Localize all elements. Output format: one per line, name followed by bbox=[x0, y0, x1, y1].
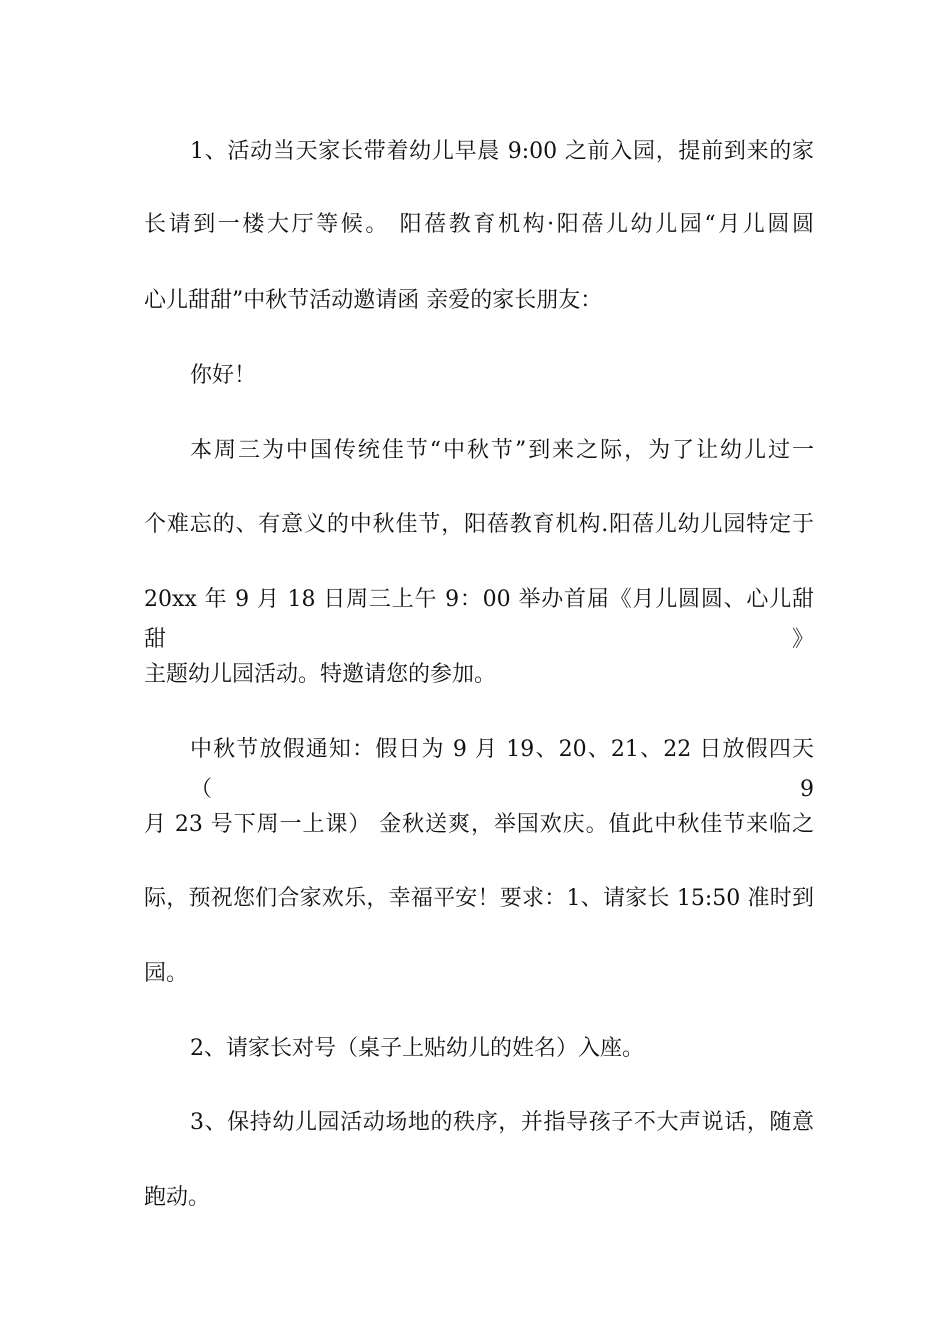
text-line: 主题幼儿园活动。特邀请您的参加。 bbox=[144, 662, 497, 687]
text-line: 1、活动当天家长带着幼儿早晨 9:00 之前入园，提前到来的家 bbox=[190, 139, 814, 164]
text-line: 跑动。 bbox=[144, 1185, 211, 1210]
greeting: 你好！ bbox=[190, 363, 257, 388]
text-line: 月 23 号下周一上课） 金秋送爽，举国欢庆。值此中秋佳节来临之 bbox=[144, 812, 814, 837]
text-line: 园。 bbox=[144, 961, 189, 986]
text-line: 2、请家长对号（桌子上贴幼儿的姓名）入座。 bbox=[190, 1036, 644, 1061]
text-line: 个难忘的、有意义的中秋佳节，阳蓓教育机构.阳蓓儿幼儿园特定于 bbox=[144, 512, 814, 537]
text-line: 3、保持幼儿园活动场地的秩序，并指导孩子不大声说话，随意 bbox=[190, 1110, 814, 1135]
text-line: 长请到一楼大厅等候。 阳蓓教育机构·阳蓓儿幼儿园“月儿圆圆 bbox=[144, 212, 814, 237]
text-line: 20xx 年 9 月 18 日周三上午 9：00 举办首届《月儿圆圆、心儿甜甜》 bbox=[144, 587, 814, 652]
text-line: 中秋节放假通知：假日为 9 月 19、20、21、22 日放假四天（9 bbox=[190, 737, 814, 802]
text-line: 本周三为中国传统佳节“中秋节”到来之际，为了让幼儿过一 bbox=[190, 438, 814, 463]
text-line: 心儿甜甜”中秋节活动邀请函 亲爱的家长朋友： bbox=[144, 288, 603, 313]
text-line: 际，预祝您们合家欢乐，幸福平安！要求：1、请家长 15:50 准时到 bbox=[144, 886, 814, 911]
